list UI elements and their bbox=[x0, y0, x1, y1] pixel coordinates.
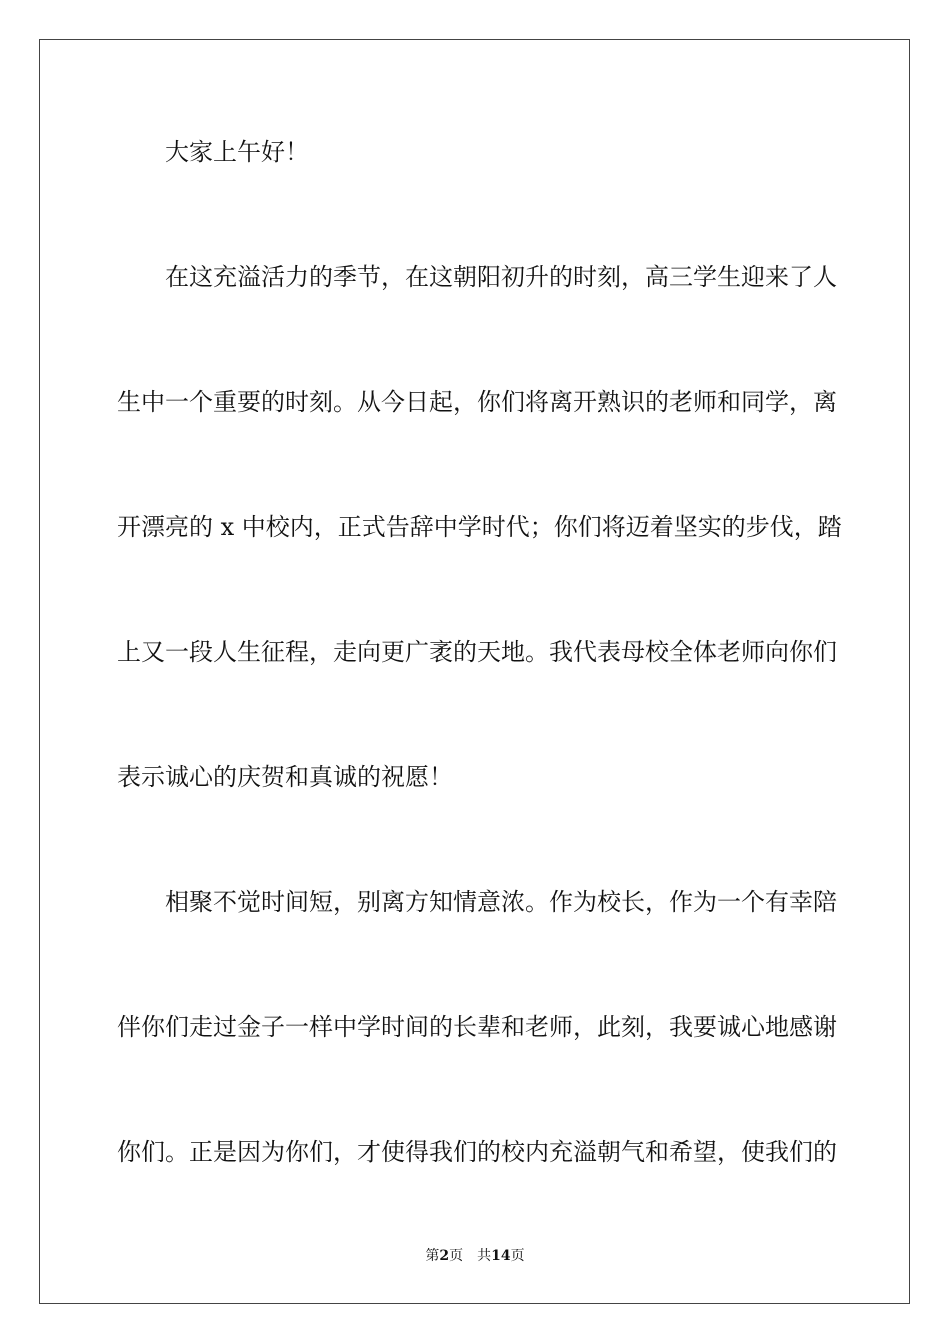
total-prefix: 共 bbox=[477, 1248, 492, 1264]
page-suffix: 页 bbox=[449, 1248, 464, 1264]
paragraph-1-line-3: 开漂亮的 x 中校内，正式告辞中学时代；你们将迈着坚实的步伐，踏 bbox=[117, 513, 842, 541]
paragraph-1-line-2: 生中一个重要的时刻。从今日起，你们将离开熟识的老师和同学，离 bbox=[117, 388, 837, 416]
page-number-total: 14 bbox=[491, 1248, 511, 1264]
paragraph-1-line-4: 上又一段人生征程，走向更广袤的天地。我代表母校全体老师向你们 bbox=[117, 638, 837, 666]
paragraph-2-line-3: 你们。正是因为你们，才使得我们的校内充溢朝气和希望，使我们的 bbox=[117, 1138, 837, 1166]
page-border bbox=[39, 39, 910, 1304]
page-number-current: 2 bbox=[439, 1248, 450, 1264]
paragraph-2-line-1: 相聚不觉时间短，别离方知情意浓。作为校长，作为一个有幸陪 bbox=[165, 888, 837, 916]
paragraph-1-line-5: 表示诚心的庆贺和真诚的祝愿！ bbox=[117, 763, 453, 791]
greeting-line: 大家上午好！ bbox=[165, 138, 309, 166]
paragraph-1-line-1: 在这充溢活力的季节，在这朝阳初升的时刻，高三学生迎来了人 bbox=[165, 263, 837, 291]
paragraph-2-line-2: 伴你们走过金子一样中学时间的长辈和老师，此刻，我要诚心地感谢 bbox=[117, 1013, 837, 1041]
page-footer bbox=[0, 1247, 950, 1265]
total-suffix: 页 bbox=[510, 1248, 525, 1264]
page-prefix: 第 bbox=[425, 1248, 440, 1264]
